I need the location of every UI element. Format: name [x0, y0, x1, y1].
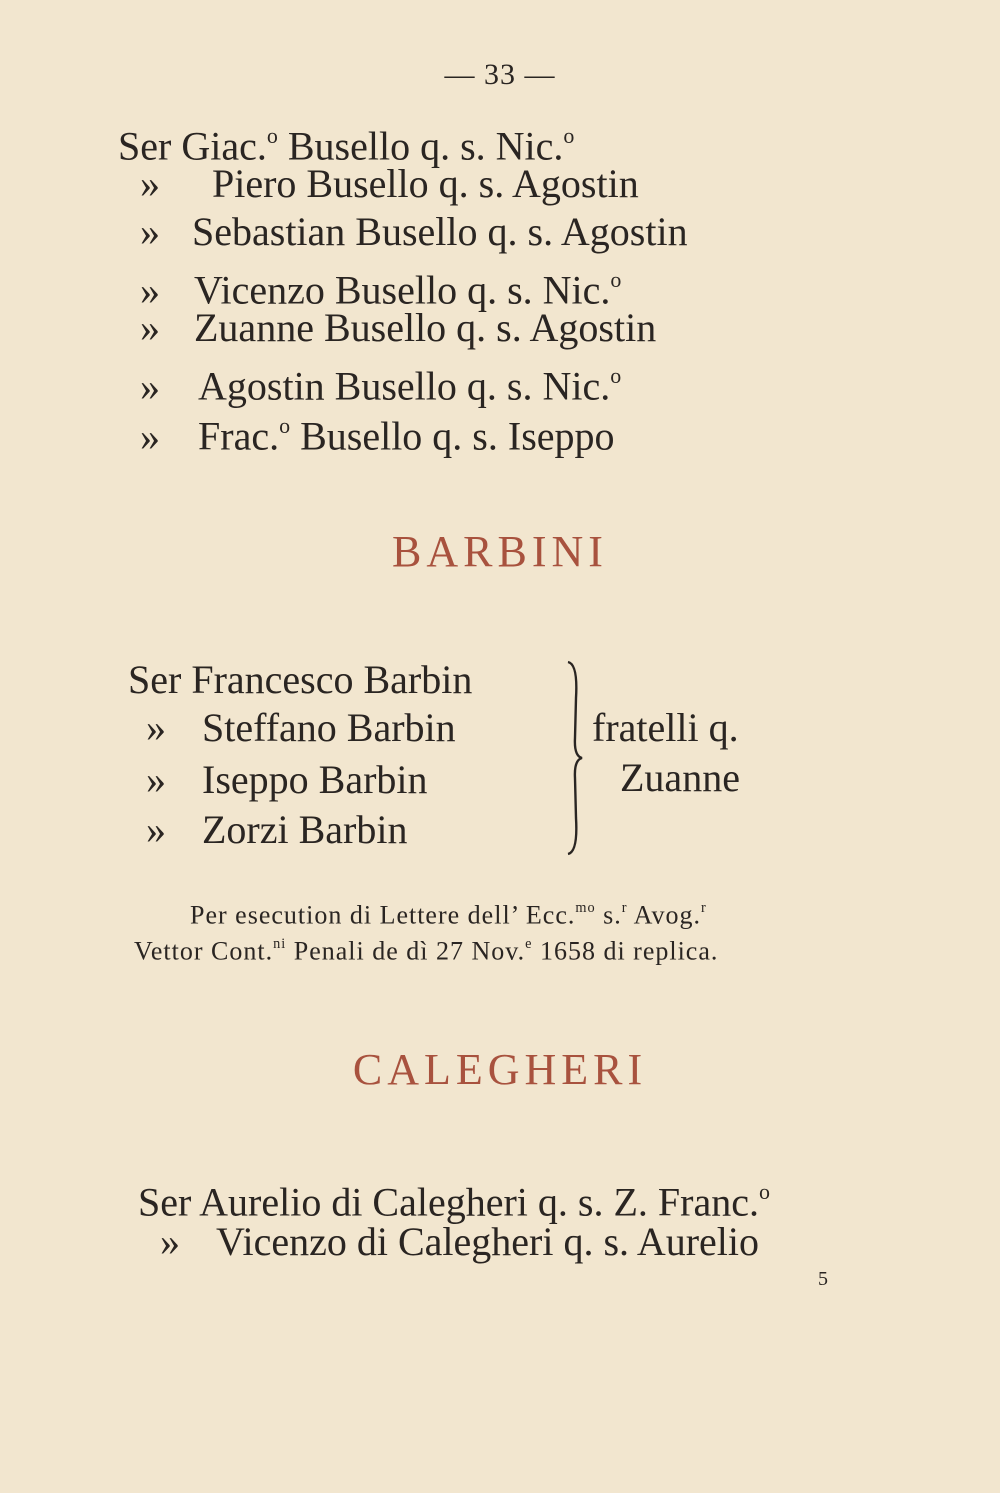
note-text: Per esecution di Lettere dell’ Ecc. — [190, 900, 576, 930]
entry-name: Vicenzo Busello q. s. Nic. — [194, 267, 611, 313]
list-item — [146, 756, 428, 804]
brace-note-line1: fratelli q. — [592, 705, 739, 750]
entry-name: Vicenzo di Calegheri q. s. Aurelio — [216, 1219, 760, 1264]
signature-mark: 5 — [818, 1268, 828, 1290]
entry-name: Iseppo Barbin — [202, 757, 428, 802]
entry-name: Steffano Barbin — [202, 705, 456, 750]
superscript: r — [621, 900, 628, 916]
superscript: o — [610, 363, 622, 388]
entry-rest: Busello q. s. Nic. — [277, 123, 564, 169]
superscript: ni — [273, 936, 287, 952]
entry-name: Zuanne Busello q. s. Agostin — [194, 305, 657, 350]
superscript: o — [759, 1179, 770, 1204]
ditto-mark: » — [146, 807, 166, 852]
page-number: — 33 — — [444, 58, 556, 91]
entry-name: Giac. — [181, 123, 267, 169]
entry-name: Francesco Barbin — [191, 657, 473, 702]
entry-name: Zorzi Barbin — [202, 807, 408, 852]
entry-name: Agostin Busello q. s. Nic. — [198, 363, 611, 409]
ditto-mark: » — [140, 267, 160, 313]
superscript: e — [525, 936, 533, 952]
ditto-mark: » — [140, 363, 160, 409]
list-item — [140, 402, 615, 461]
entry-rest: Busello q. s. Iseppo — [290, 413, 615, 459]
superscript: r — [700, 900, 707, 916]
entry-prefix: Ser — [118, 123, 172, 169]
note-text: Vettor Cont. — [134, 936, 274, 966]
list-item — [128, 656, 472, 704]
superscript: o — [610, 267, 622, 292]
ditto-mark: » — [146, 705, 166, 750]
superscript: o — [266, 123, 278, 148]
entry-prefix: Ser — [128, 657, 182, 702]
list-item — [140, 208, 688, 256]
ditto-mark: » — [146, 757, 166, 802]
note-text: Avog. — [627, 900, 701, 930]
entry-name: Aurelio di Calegheri q. s. Z. Franc. — [199, 1179, 759, 1225]
brace-note-line2: Zuanne — [620, 755, 740, 800]
ditto-mark: » — [140, 413, 160, 459]
note-text: 1658 di replica. — [532, 936, 719, 966]
list-item — [140, 160, 639, 208]
note-text: Penali de dì 27 Nov. — [286, 936, 526, 966]
section-heading-barbini: BARBINI — [392, 527, 608, 576]
list-item — [146, 806, 408, 854]
ditto-mark: » — [140, 161, 160, 206]
section-heading-calegheri: CALEGHERI — [352, 1045, 648, 1094]
list-item — [160, 1218, 759, 1266]
entry-name: Frac. — [198, 413, 280, 459]
list-item — [146, 704, 456, 752]
entry-name: Sebastian Busello q. s. Agostin — [192, 209, 688, 254]
ditto-mark: » — [140, 209, 160, 254]
note-text: s. — [595, 900, 622, 930]
superscript: mo — [575, 900, 596, 916]
entry-prefix: Ser — [138, 1179, 192, 1225]
list-item — [140, 304, 656, 352]
note-line-2 — [134, 926, 718, 969]
entry-name: Piero Busello q. s. Agostin — [212, 161, 639, 206]
superscript: o — [279, 413, 291, 438]
brace-icon — [560, 658, 590, 858]
superscript: o — [563, 123, 575, 148]
ditto-mark: » — [140, 305, 160, 350]
ditto-mark: » — [160, 1219, 180, 1264]
